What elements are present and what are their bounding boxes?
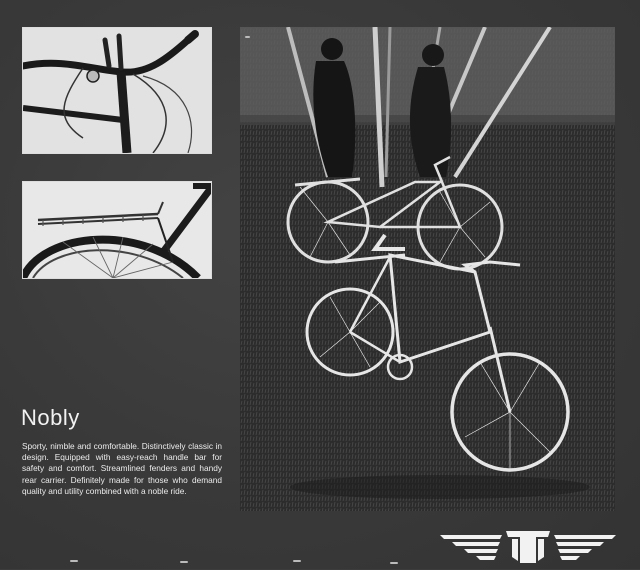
- scan-speck: [293, 560, 301, 562]
- winged-wheel-logo-icon: [440, 527, 616, 565]
- scan-speck: [390, 562, 398, 564]
- scan-speck: [245, 36, 250, 38]
- bicycles-main-photo: [240, 27, 615, 511]
- rear-carrier-detail-photo: [22, 181, 212, 279]
- scan-speck: [70, 560, 78, 562]
- handlebar-detail-photo: [22, 27, 212, 154]
- product-title: Nobly: [21, 405, 80, 430]
- scan-speck: [180, 561, 188, 563]
- product-description: Sporty, nimble and comfortable. Distinctively classic in design. Equipped with easy-reach handle bar for safety and comfort. Streamlined fenders and handy rear carrier. Definitely made for those who demand quality and utility combined with a noble ride.: [22, 441, 222, 496]
